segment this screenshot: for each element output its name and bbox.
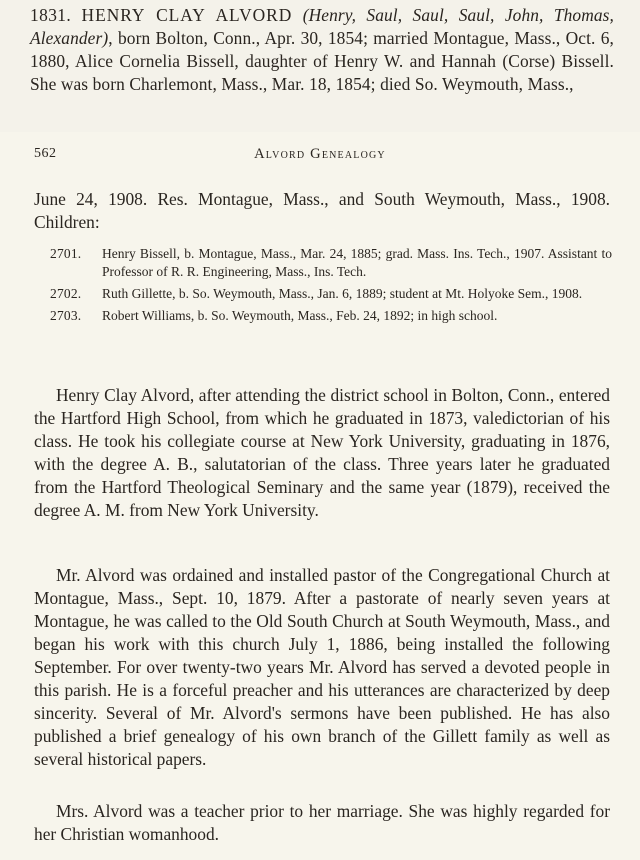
biography-paragraph: Henry Clay Alvord, after attending the district school in Bolton, Conn., entered the Hartford High School, from which he graduated in 1873, valedictorian of his class. He took his collegiate course at New York University, graduating in 1876, with the degree A. B., salutatorian of the class. Three years later he graduated from the Hartford Theological Seminary and the same year (1879), received the degree A. M. from New York University.	[34, 385, 610, 520]
child-text: Ruth Gillette, b. So. Weymouth, Mass., Jan. 6, 1889; student at Mt. Holyoke Sem., 1908.	[102, 286, 583, 301]
entry-name: HENRY CLAY ALVORD	[81, 5, 293, 25]
child-text: Robert Williams, b. So. Weymouth, Mass., Feb. 24, 1892; in high school.	[102, 308, 498, 323]
child-item	[50, 307, 612, 325]
children-list	[50, 245, 612, 329]
entry-number: 1831.	[30, 5, 72, 25]
entry-1831	[30, 4, 614, 96]
child-text: Henry Bissell, b. Montague, Mass., Mar. 24, 1885; grad. Mass. Ins. Tech., 1907. Assistant to Professor of R. R. Engineering, Mass., Ins. Tech.	[102, 246, 612, 279]
previous-page-fragment	[0, 0, 640, 132]
page-number: 562	[34, 146, 57, 161]
entry-lineage: (Henry, Saul, Saul, Saul, John, Thomas, Alexander)	[30, 5, 614, 48]
biography-paragraph: Mrs. Alvord was a teacher prior to her marriage. She was highly regarded for her Christian womanhood.	[34, 801, 610, 844]
entry-text: , born Bolton, Conn., Apr. 30, 1854; married Montague, Mass., Oct. 6, 1880, Alice Cornelia Bissell, daughter of Henry W. and Hannah (Corse) Bissell. She was born Charlemont, Mass., Mar. 18, 1854; died So. Weymouth, Mass.,	[30, 28, 614, 94]
child-item	[50, 285, 612, 303]
child-number: 2703.	[50, 308, 82, 323]
child-number: 2702.	[50, 286, 82, 301]
running-title: Alvord Genealogy	[254, 146, 386, 162]
child-number: 2701.	[50, 246, 82, 261]
child-item	[50, 245, 612, 281]
running-header	[34, 146, 606, 168]
entry-continuation: June 24, 1908. Res. Montague, Mass., and South Weymouth, Mass., 1908. Children:	[34, 189, 610, 232]
biography-paragraph: Mr. Alvord was ordained and installed pastor of the Congregational Church at Montague, Mass., Sept. 10, 1879. After a pastorate of nearly seven years at Montague, he was called to the Old South Church at South Weymouth, Mass., and began his work with this church July 1, 1886, being installed the following September. For over twenty-two years Mr. Alvord has served a devoted people in this parish. He is a forceful preacher and his utterances are characterized by deep sincerity. Several of Mr. Alvord's sermons have been published. He has also published a brief genealogy of his own branch of the Gillett family as well as several historical papers.	[34, 565, 610, 769]
